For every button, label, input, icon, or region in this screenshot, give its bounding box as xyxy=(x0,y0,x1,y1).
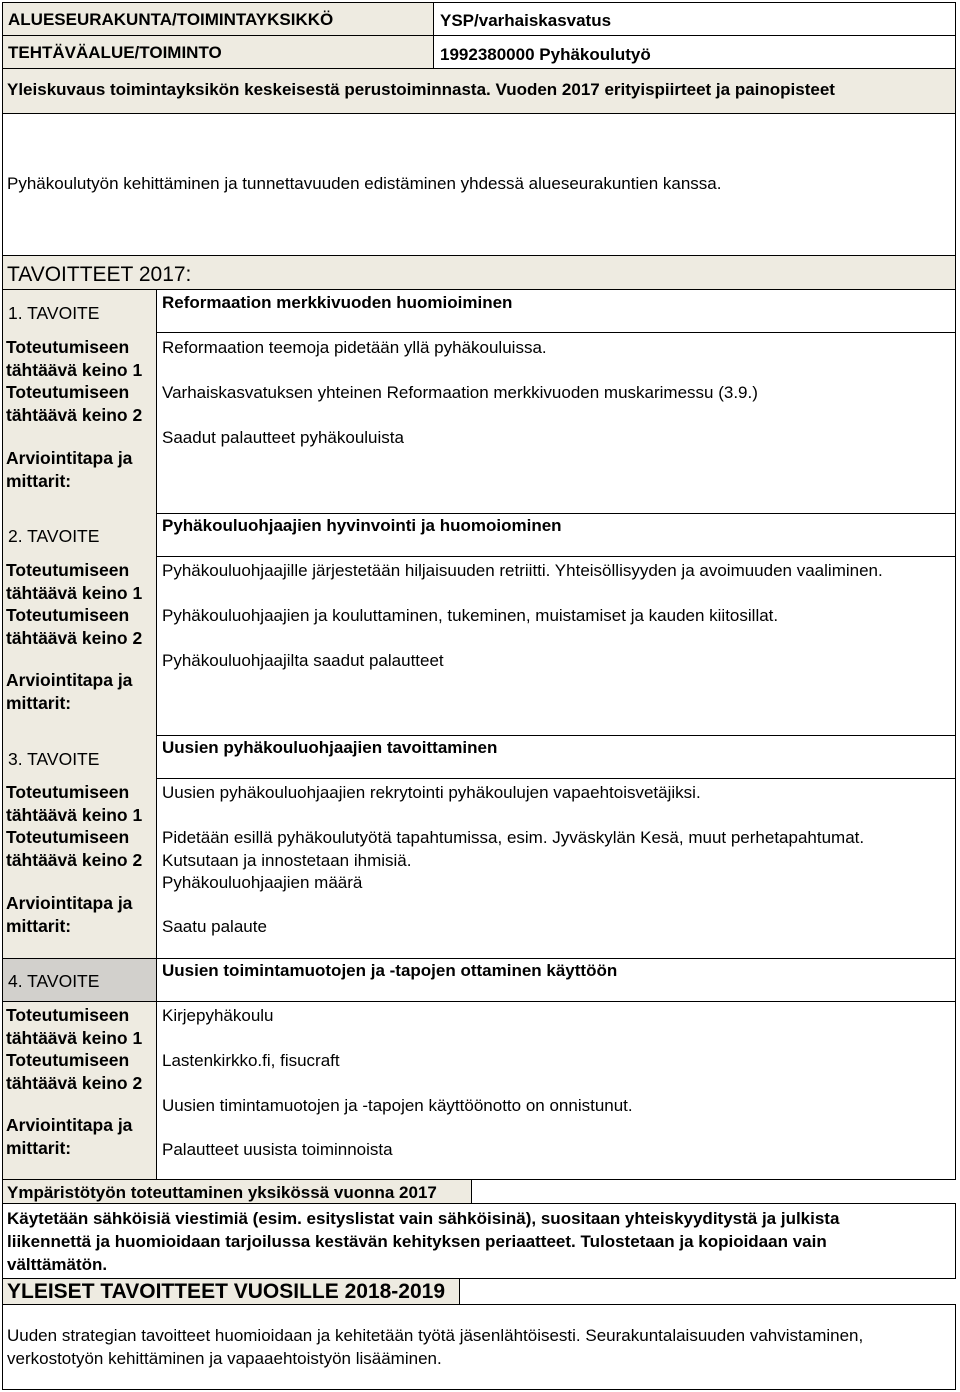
unit-label: ALUESEURAKUNTA/TOIMINTAYKSIKKÖ xyxy=(8,10,334,29)
goal-4-eval-label-a: Arviointitapa ja xyxy=(6,1115,133,1135)
goal-1-means2: Varhaiskasvatuksen yhteinen Reformaation merkkivuoden muskarimessu (3.9.) xyxy=(162,383,758,402)
goal-3-eval-label-a: Arviointitapa ja xyxy=(6,893,133,913)
goal-4-means1-label-a: Toteutumiseen xyxy=(6,1005,130,1025)
goal-4-means1: Kirjepyhäkoulu xyxy=(162,1006,274,1025)
goal-1-means1-label-b: tähtäävä keino 1 xyxy=(6,360,143,380)
document-page xyxy=(2,2,956,1390)
area-value: 1992380000 Pyhäkoulutyö xyxy=(440,45,651,64)
general-goals-heading-cell xyxy=(2,1278,460,1305)
overview-heading-cell xyxy=(2,68,956,114)
goal-4-means2-label-b: tähtäävä keino 2 xyxy=(6,1073,143,1093)
goal-4-means2-label-a: Toteutumiseen xyxy=(6,1050,130,1070)
overview-heading: Yleiskuvaus toimintayksikön keskeisestä perustoiminnasta. Vuoden 2017 erityispiirteet ja painopisteet xyxy=(7,80,835,99)
general-goals-heading: YLEISET TAVOITTEET VUOSILLE 2018-2019 xyxy=(7,1280,446,1303)
area-value-cell xyxy=(433,35,956,69)
goal-1-means2-label-b: tähtäävä keino 2 xyxy=(6,405,143,425)
unit-label-cell xyxy=(2,2,434,36)
unit-value-cell xyxy=(433,2,956,36)
goal-3-means1-label-a: Toteutumiseen xyxy=(6,782,130,802)
goal-2-means1: Pyhäkouluohjaajille järjestetään hiljaisuuden retriitti. Yhteisöllisyyden ja avoimuuden vaaliminen. xyxy=(162,561,883,580)
goal-3-means1: Uusien pyhäkouluohjaajien rekrytointi pyhäkoulujen vapaehtoisvetäjiksi. xyxy=(162,783,701,802)
area-label: TEHTÄVÄALUE/TOIMINTO xyxy=(8,43,222,62)
goal-3-means1-label-b: tähtäävä keino 1 xyxy=(6,805,143,825)
goal-2-means2-label-a: Toteutumiseen xyxy=(6,605,130,625)
goal-4-eval-line2: Palautteet uusista toiminnoista xyxy=(162,1140,393,1159)
goal-2-eval: Pyhäkouluohjaajilta saadut palautteet xyxy=(162,651,444,670)
goal-3-title: Uusien pyhäkouluohjaajien tavoittaminen xyxy=(162,738,498,757)
goal-3-eval-label-b: mittarit: xyxy=(6,916,72,936)
goal-1-eval-label-a: Arviointitapa ja xyxy=(6,448,133,468)
environment-text: Käytetään sähköisiä viestimiä (esim. esityslistat vain sähköisinä), suositaan yhteiskyyditystä ja julkista liikennettä ja huomioidaan tarjoilussa kestävän kehityksen periaatteet. Tulostetaan ja kopioidaan vain välttämätön. xyxy=(7,1209,840,1274)
goal-2-eval-label-b: mittarit: xyxy=(6,693,72,713)
goal-1-eval: Saadut palautteet pyhäkouluista xyxy=(162,428,404,447)
environment-text-cell xyxy=(2,1203,956,1279)
goal-2-means2-label-b: tähtäävä keino 2 xyxy=(6,628,143,648)
goal-1-label: 1. TAVOITE xyxy=(8,303,100,323)
overview-text-cell xyxy=(2,113,956,256)
goal-3-means2-line2: Kutsutaan ja innostetaan ihmisiä. xyxy=(162,851,412,870)
goal-4-title: Uusien toimintamuotojen ja -tapojen ottaminen käyttöön xyxy=(162,961,618,980)
goal-4-eval-line1: Uusien timintamuotojen ja -tapojen käyttöönotto on onnistunut. xyxy=(162,1096,633,1115)
goal-4-eval-label-b: mittarit: xyxy=(6,1138,72,1158)
goals-heading-cell xyxy=(2,255,956,290)
goal-3-means2-line1: Pidetään esillä pyhäkoulutyötä tapahtumissa, esim. Jyväskylän Kesä, muut perhetapahtumat. xyxy=(162,828,865,847)
goal-2-means2: Pyhäkouluohjaajien ja kouluttaminen, tukeminen, muistamiset ja kauden kiitosillat. xyxy=(162,606,779,625)
goal-1-means1-label-a: Toteutumiseen xyxy=(6,337,130,357)
goal-1-eval-label-b: mittarit: xyxy=(6,471,72,491)
goal-4-means1-label-b: tähtäävä keino 1 xyxy=(6,1028,143,1048)
overview-text: Pyhäkoulutyön kehittäminen ja tunnettavuuden edistäminen yhdessä alueseurakuntien kanssa. xyxy=(7,174,722,193)
goal-2-eval-label-a: Arviointitapa ja xyxy=(6,670,133,690)
general-goals-text-cell xyxy=(2,1304,956,1390)
goal-2-body-cell xyxy=(156,556,956,736)
goal-2-means1-label-a: Toteutumiseen xyxy=(6,560,130,580)
goal-1-title: Reformaation merkkivuoden huomioiminen xyxy=(162,293,513,312)
goal-3-eval-line1: Pyhäkouluohjaajien määrä xyxy=(162,873,363,892)
goal-1-body-cell xyxy=(156,332,956,514)
goal-1-means1: Reformaation teemoja pidetään yllä pyhäkouluissa. xyxy=(162,338,547,357)
goals-heading: TAVOITTEET 2017: xyxy=(7,263,192,286)
goal-3-means2-label-b: tähtäävä keino 2 xyxy=(6,850,143,870)
area-label-cell xyxy=(2,35,434,69)
goal-3-means2-label-a: Toteutumiseen xyxy=(6,827,130,847)
goal-2-means1-label-b: tähtäävä keino 1 xyxy=(6,583,143,603)
goal-2-title: Pyhäkouluohjaajien hyvinvointi ja huomoiominen xyxy=(162,516,562,535)
unit-value: YSP/varhaiskasvatus xyxy=(440,11,612,30)
goal-3-eval-line2: Saatu palaute xyxy=(162,917,267,936)
goal-3-label: 3. TAVOITE xyxy=(8,749,100,769)
goal-1-means2-label-a: Toteutumiseen xyxy=(6,382,130,402)
environment-heading: Ympäristötyön toteuttaminen yksikössä vuonna 2017 xyxy=(7,1183,437,1202)
goal-2-label: 2. TAVOITE xyxy=(8,526,100,546)
goal-4-label: 4. TAVOITE xyxy=(8,971,100,991)
goal-4-means2: Lastenkirkko.fi, fisucraft xyxy=(162,1051,340,1070)
environment-heading-cell xyxy=(2,1179,472,1204)
general-goals-text: Uuden strategian tavoitteet huomioidaan ja kehitetään työtä jäsenlähtöisesti. Seurakuntalaisuuden vahvistaminen, verkostotyön kehittäminen ja vapaaehtoistyön lisääminen. xyxy=(7,1326,864,1368)
